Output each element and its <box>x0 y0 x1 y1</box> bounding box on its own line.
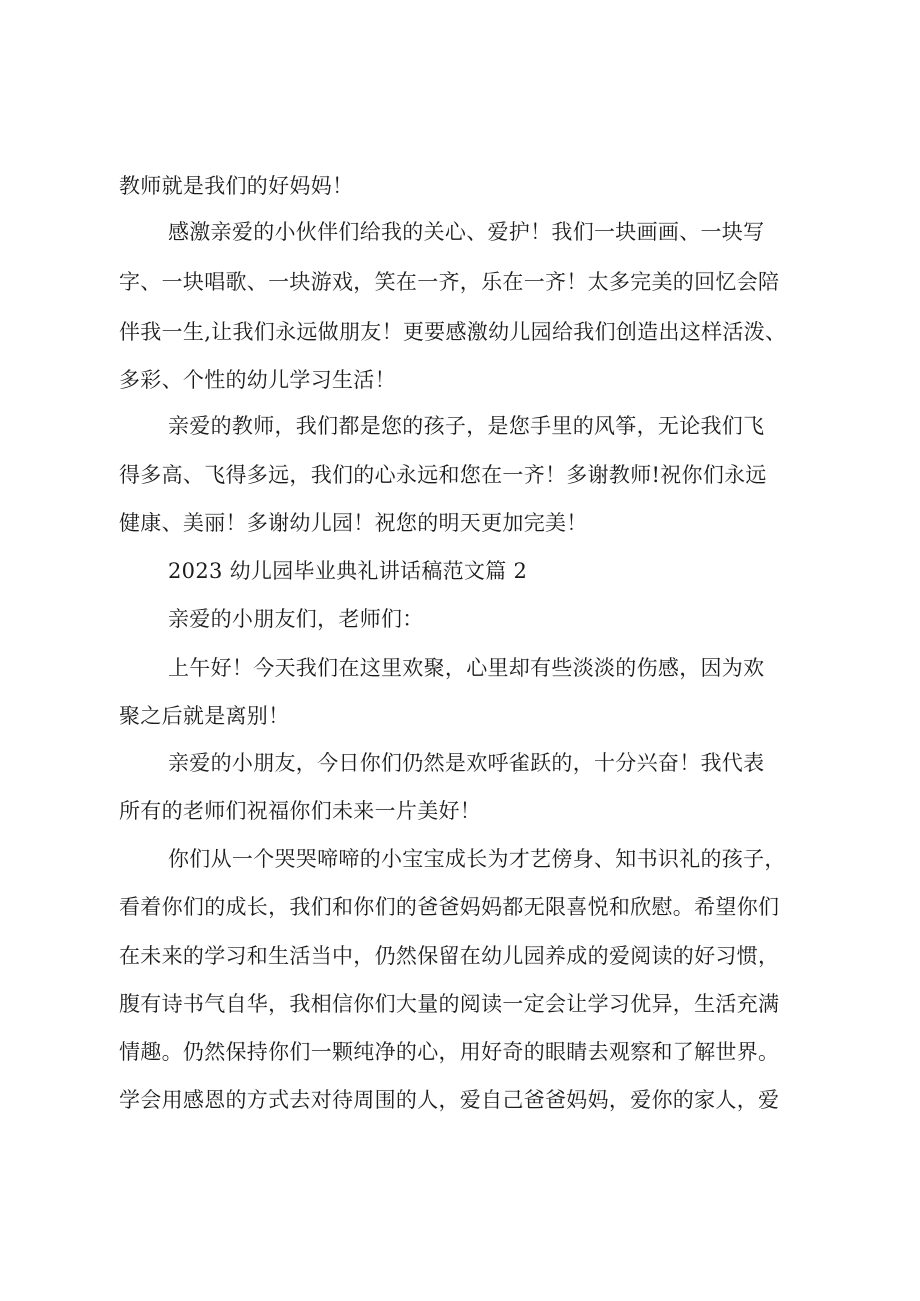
section-heading: 2023 幼儿园毕业典礼讲话稿范文篇 2 <box>168 559 528 583</box>
text-line: 上午好！今天我们在这里欢聚，心里却有些淡淡的伤感，因为欢 <box>168 656 765 680</box>
text-line: 伴我一生,让我们永远做朋友！更要感激幼儿园给我们创造出这样活泼、 <box>119 320 787 344</box>
text-line: 教师就是我们的好妈妈！ <box>119 174 354 198</box>
text-line: 感激亲爱的小伙伴们给我的关心、爱护！我们一块画画、一块写 <box>168 220 765 244</box>
text-line: 多彩、个性的幼儿学习生活！ <box>119 368 396 392</box>
text-line: 腹有诗书气自华，我相信你们大量的阅读一定会让学习优异，生活充满 <box>119 992 780 1016</box>
text-line: 你们从一个哭哭啼啼的小宝宝成长为才艺傍身、知书识礼的孩子， <box>168 847 786 871</box>
text-line: 亲爱的教师，我们都是您的孩子，是您手里的风筝，无论我们飞 <box>168 414 765 438</box>
text-line: 所有的老师们祝福你们未来一片美好！ <box>119 799 482 823</box>
text-line: 得多高、飞得多远，我们的心永远和您在一齐！多谢教师!祝你们永远 <box>119 463 767 487</box>
text-line: 亲爱的小朋友们，老师们： <box>168 607 424 631</box>
text-line: 情趣。仍然保持你们一颗纯净的心，用好奇的眼睛去观察和了解世界。 <box>119 1040 780 1064</box>
text-line: 健康、美丽！多谢幼儿园！祝您的明天更加完美！ <box>119 511 588 535</box>
text-line: 学会用感恩的方式去对待周围的人，爱自己爸爸妈妈，爱你的家人，爱 <box>119 1088 780 1112</box>
text-line: 聚之后就是离别！ <box>119 704 290 728</box>
text-line: 看着你们的成长，我们和你们的爸爸妈妈都无限喜悦和欣慰。希望你们 <box>119 895 780 919</box>
text-line: 亲爱的小朋友，今日你们仍然是欢呼雀跃的，十分兴奋！我代表 <box>168 751 765 775</box>
text-line: 在未来的学习和生活当中，仍然保留在幼儿园养成的爱阅读的好习惯， <box>119 944 780 968</box>
text-line: 字、一块唱歌、一块游戏，笑在一齐，乐在一齐！太多完美的回忆会陪 <box>119 270 780 294</box>
